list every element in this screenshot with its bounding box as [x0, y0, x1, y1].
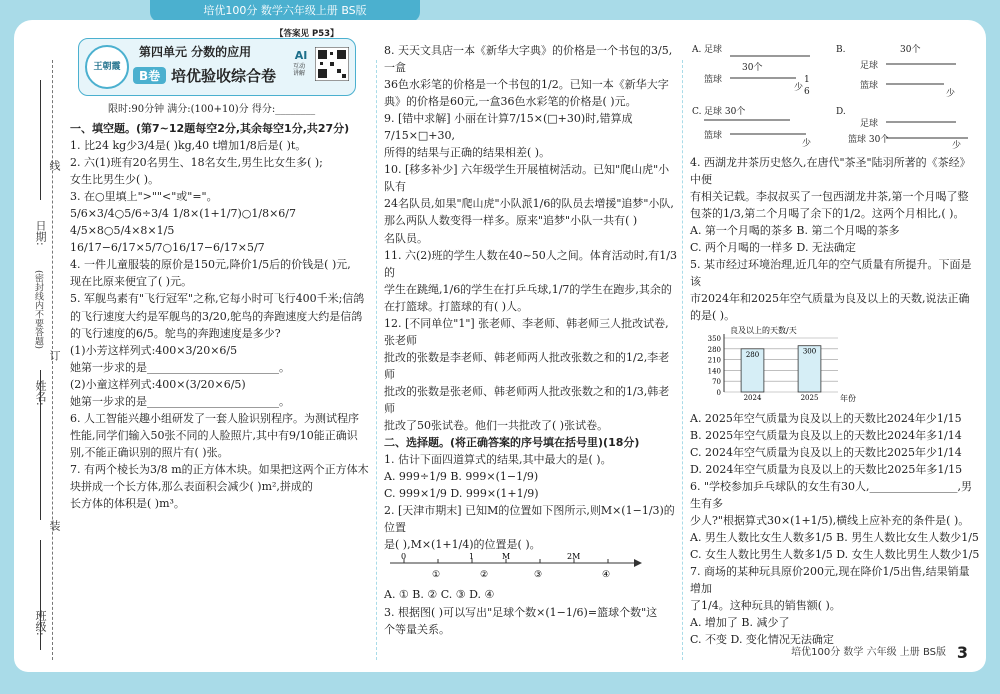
diagram-b-less: 少 [946, 89, 956, 99]
air-quality-chart [690, 324, 890, 404]
diagram-b-label: B. [836, 45, 846, 55]
date-line [40, 80, 41, 200]
diagram-d-basketball: 篮球 30个 [848, 135, 890, 145]
question-5-answer2: 她第一步求的是________________________。 [70, 394, 290, 408]
choice-option-c: C. 2024年空气质量为良及以上的天数比2025年少1/14 [690, 445, 962, 459]
choice-options: A. 男生人数比女生人数多1/5 B. 男生人数比女生人数少1/5 [690, 530, 979, 544]
question-5-cont: 的飞行速度大约是军舰鸟的3/20,鸵鸟的奔跑速度大约是信鸽 [70, 309, 363, 323]
question-10-cont: 那么两队人数变得一样多。原来"追梦"小队一共有( ) [384, 214, 638, 228]
diagram-c-less: 少 [802, 139, 812, 149]
question-3-row1: 5/6×3/4○5/6÷3/4 1/8×(1+1/7)○1/8×6/7 [70, 207, 296, 221]
question-4: 4. 一件儿童服装的原价是150元,降价1/5后的价钱是( )元, [70, 258, 351, 272]
question-5: 5. 军舰鸟素有"飞行冠军"之称,它每小时可飞行400千米;信鸽 [70, 292, 365, 306]
diagram-c-basketball: 篮球 [704, 131, 723, 141]
choice-options: A. ① B. ② C. ③ D. ④ [384, 588, 495, 602]
question-10-cont: 名队员。 [384, 231, 428, 245]
nl-2m: 2M [567, 553, 581, 562]
ai-badge: AI [294, 49, 308, 62]
question-4-cont: 现在比原来便宜了( )元。 [70, 275, 193, 289]
page-footer: 培优100分 数学 六年级 上册 BS版 [791, 647, 946, 658]
question-3-row2: 4/5×8○5/4×8×1/5 16/17−6/17×5/7○16/17−6/17×5/7 [70, 224, 265, 255]
choice-question-2-cont: 是( ),M×(1+1/4)的位置是( )。 [384, 538, 541, 552]
choice-question-6: 6. "学校参加乒乓球队的女生有30人,________________,男生有多 [690, 479, 973, 510]
nl-circle-3: ③ [534, 570, 543, 581]
question-2: 2. 六(1)班有20名男生、18名女生,男生比女生多( ); [70, 156, 323, 170]
seal-char-pack: 装 [48, 520, 61, 531]
choice-options: C. 999×1/9 D. 999×(1+1/9) [384, 487, 539, 501]
exam-paper [14, 20, 986, 672]
nl-circle-1: ① [432, 570, 441, 581]
question-7: 7. 有两个棱长为3/8 m的正方体木块。如果把这两个正方体木 [70, 462, 369, 476]
title-block [78, 29, 356, 96]
choice-question-5: 5. 某市经过环境治理,近几年的空气质量有所提升。下面是该 [690, 258, 972, 289]
column-divider [376, 60, 377, 660]
choice-question-5-cont: 的是( )。 [690, 309, 736, 323]
number-line [384, 553, 644, 581]
question-12-cont: 批改的张数是张老师、韩老师两人批改张数之和的1/3,韩老师 [384, 384, 670, 415]
diagram-b-football: 足球 [860, 61, 879, 71]
qr-code-icon[interactable] [315, 47, 349, 81]
date-label: 日期: [34, 220, 47, 246]
middle-column [384, 42, 678, 638]
question-6-cont: 性能,同学们输入50张不同的人脸照片,其中有9/10能正确识 [70, 428, 358, 442]
choice-question-7-cont: 了1/4。这种玩具的销售额( )。 [690, 599, 841, 613]
choice-question-3: 3. 根据图( )可以写出"足球个数×(1−1/6)=篮球个数"这 [384, 605, 658, 619]
chart-x-label: 年份 [840, 394, 856, 404]
question-12-cont: 批改了50张试卷。他们一共批改了( )张试卷。 [384, 419, 609, 433]
answer-reference: 【答案见 P53】 [275, 29, 339, 39]
choice-options: A. 第一个月喝的茶多 B. 第二个月喝的茶多 [690, 224, 900, 238]
chart-title: 良及以上的天数/天 [730, 326, 797, 336]
seal-note: (密封线内不要答题) [33, 270, 43, 350]
question-10: 10. [移多补少] 六年级学生开展植树活动。已知"爬山虎"小队有 [384, 163, 670, 194]
class-label: 班级: [34, 610, 47, 636]
diagram-d-label: D. [836, 107, 846, 117]
brand-logo: 王朝霞 [85, 45, 129, 89]
choice-options: C. 不变 D. 变化情况无法确定 [690, 633, 834, 647]
choice-question-2: 2. [天津市期末] 已知M的位置如下图所示,则M×(1−1/3)的位置 [384, 504, 675, 535]
section-heading: 二、选择题。(将正确答案的序号填在括号里)(18分) [384, 436, 640, 450]
choice-option-b: B. 2025年空气质量为良及以上的天数比2024年多1/14 [690, 428, 962, 442]
unit-title: 第四单元 分数的应用 [139, 45, 252, 59]
paper-title: 培优验收综合卷 [171, 67, 277, 85]
question-11-cont: 学生在跳绳,1/6的学生在打乒乓球,1/7的学生在跑步,其余的 [384, 282, 672, 296]
choice-option-d: D. 2024年空气质量为良及以上的天数比2025年多1/15 [690, 462, 963, 476]
chart-y-tick: 70 [712, 378, 721, 387]
right-column [690, 154, 980, 648]
question-5-part1: (1)小芳这样列式:400×3/20×6/5 [70, 343, 238, 357]
chart-category-label: 2024 [743, 394, 762, 403]
choice-question-4-cont: 有相关记载。李叔叔买了一包西湖龙井茶,第一个月喝了整 [690, 190, 969, 204]
choice-question-6-cont: 少人?"根据算式30×(1+1/5),横线上应补充的条件是( )。 [690, 513, 970, 527]
choice-question-3-cont: 个等量关系。 [384, 622, 450, 636]
question-6: 6. 人工智能兴趣小组研发了一套人脸识别程序。为测试程序 [70, 411, 359, 425]
nl-circle-2: ② [480, 570, 489, 581]
choice-options: A. 999÷1/9 B. 999×(1−1/9) [384, 470, 539, 484]
question-9: 9. [错中求解] 小丽在计算7/15×(□+30)时,错算成7/15×□+30, [384, 112, 633, 143]
diagram-c-label: C. [692, 107, 702, 117]
nl-circle-4: ④ [602, 570, 611, 581]
question-3: 3. 在○里填上">""<"或"="。 [70, 190, 218, 204]
question-12: 12. [不同单位"1"] 张老师、李老师、韩老师三人批改试卷,张老师 [384, 316, 669, 347]
question-8-cont: 36色水彩笔的价格是一个书包的1/2。已知一本《新华大字 [384, 78, 669, 92]
diagram-d-less: 少 [952, 141, 962, 150]
diagram-a-frac-bot: 6 [804, 87, 810, 97]
ai-caption: 互动讲解 [293, 63, 306, 77]
chart-y-tick: 350 [707, 335, 721, 344]
choice-option-a: A. 2025年空气质量为良及以上的天数比2024年少1/15 [690, 411, 962, 425]
top-banner: 培优100分 数学六年级上册 BS版 [150, 0, 420, 22]
time-limit: 限时:90分钟 满分:(100+10)分 得分:________ [108, 104, 316, 115]
chart-y-tick: 0 [716, 389, 721, 398]
question-1: 1. 比24 kg少3/4是( )kg,40 t增加1/8后是( )t。 [70, 139, 307, 153]
question-5-part2: (2)小童这样列式:400×(3/20×6/5) [70, 377, 246, 391]
seal-char-bind: 订 [48, 350, 61, 361]
choice-question-4: 4. 西湖龙井茶历史悠久,在唐代"茶圣"陆羽所著的《茶经》中便 [690, 156, 971, 187]
question-9-cont: 所得的结果与正确的结果相差( )。 [384, 146, 551, 160]
paper-tag: B卷 [133, 67, 166, 84]
choice-question-5-cont: 市2024年和2025年空气质量为良及以上的天数,说法正确 [690, 292, 970, 306]
question-7-cont: 长方体的体积是( )m³。 [70, 497, 185, 511]
question-11-cont: 在打篮球。打篮球的有( )人。 [384, 299, 529, 313]
choice-options: C. 女生人数比男生人数多1/5 D. 女生人数比男生人数少1/5 [690, 547, 980, 561]
diagram-b-basketball: 篮球 [860, 81, 879, 91]
chart-category-label: 2025 [800, 394, 819, 403]
question-12-cont: 批改的张数是李老师、韩老师两人批改张数之和的1/2,李老师 [384, 350, 670, 381]
diagram-a-frac-top: 1 [804, 75, 810, 85]
seal-char-line: 线 [48, 160, 61, 171]
question-10-cont: 24名队员,如果"爬山虎"小队派1/6的队员去增援"追梦"小队, [384, 197, 674, 211]
name-label: 姓名: [34, 380, 47, 406]
chart-y-tick: 140 [707, 367, 721, 376]
chart-y-tick: 210 [707, 357, 721, 366]
question-5-answer1: 她第一步求的是________________________。 [70, 360, 290, 374]
question-11: 11. 六(2)班的学生人数在40~50人之间。体育活动时,有1/3的 [384, 248, 677, 279]
choice-options: A. 增加了 B. 减少了 [690, 616, 790, 630]
section-heading: 一、填空题。(第7~12题每空2分,其余每空1分,共27分) [70, 122, 350, 135]
question-5-cont: 的飞行速度的6/5。鸵鸟的奔跑速度是多少? [70, 326, 281, 340]
question-8-cont: 典》的价格是60元,一盒36色水彩笔的价格是( )元。 [384, 95, 637, 109]
diagram-a-football: 足球 [704, 45, 723, 55]
chart-data-label: 300 [802, 348, 817, 357]
choice-question-7: 7. 商场的某种玩具原价200元,现在降价1/5出售,结果销量增加 [690, 564, 970, 595]
fill-blank-section [70, 120, 370, 512]
choice-question-1: 1. 估计下面四道算式的结果,其中最大的是( )。 [384, 453, 612, 467]
chart-y-tick: 280 [707, 346, 721, 355]
diagram-d-football: 足球 [860, 119, 879, 129]
nl-m: M [502, 553, 511, 562]
choice-options: C. 两个月喝的一样多 D. 无法确定 [690, 241, 856, 255]
nl-one: 1 [469, 553, 475, 562]
column-divider [682, 60, 683, 660]
segment-diagrams [690, 40, 980, 150]
question-6-cont: 别,不能正确识别的照片有( )张。 [70, 445, 229, 459]
question-2-cont: 女生比男生少( )。 [70, 173, 160, 187]
diagram-b-count: 30个 [900, 45, 921, 55]
diagram-a-count: 30个 [742, 63, 763, 73]
question-8: 8. 天天文具店一本《新华大字典》的价格是一个书包的3/5,一盒 [384, 44, 673, 75]
diagram-a-less: 少 [794, 83, 804, 93]
question-7-cont: 块拼成一个长方体,那么表面积会减少( )m²,拼成的 [70, 479, 313, 493]
diagram-a-label: A. [692, 45, 702, 55]
diagram-c-football: 足球 30个 [704, 107, 746, 117]
chart-data-label: 280 [745, 351, 760, 360]
nl-zero: 0 [401, 553, 407, 562]
page-number: 3 [956, 643, 968, 662]
diagram-a-basketball: 篮球 [704, 75, 723, 85]
choice-question-4-cont: 包茶的1/3,第二个月喝了余下的1/2。这两个月相比,( )。 [690, 207, 965, 221]
